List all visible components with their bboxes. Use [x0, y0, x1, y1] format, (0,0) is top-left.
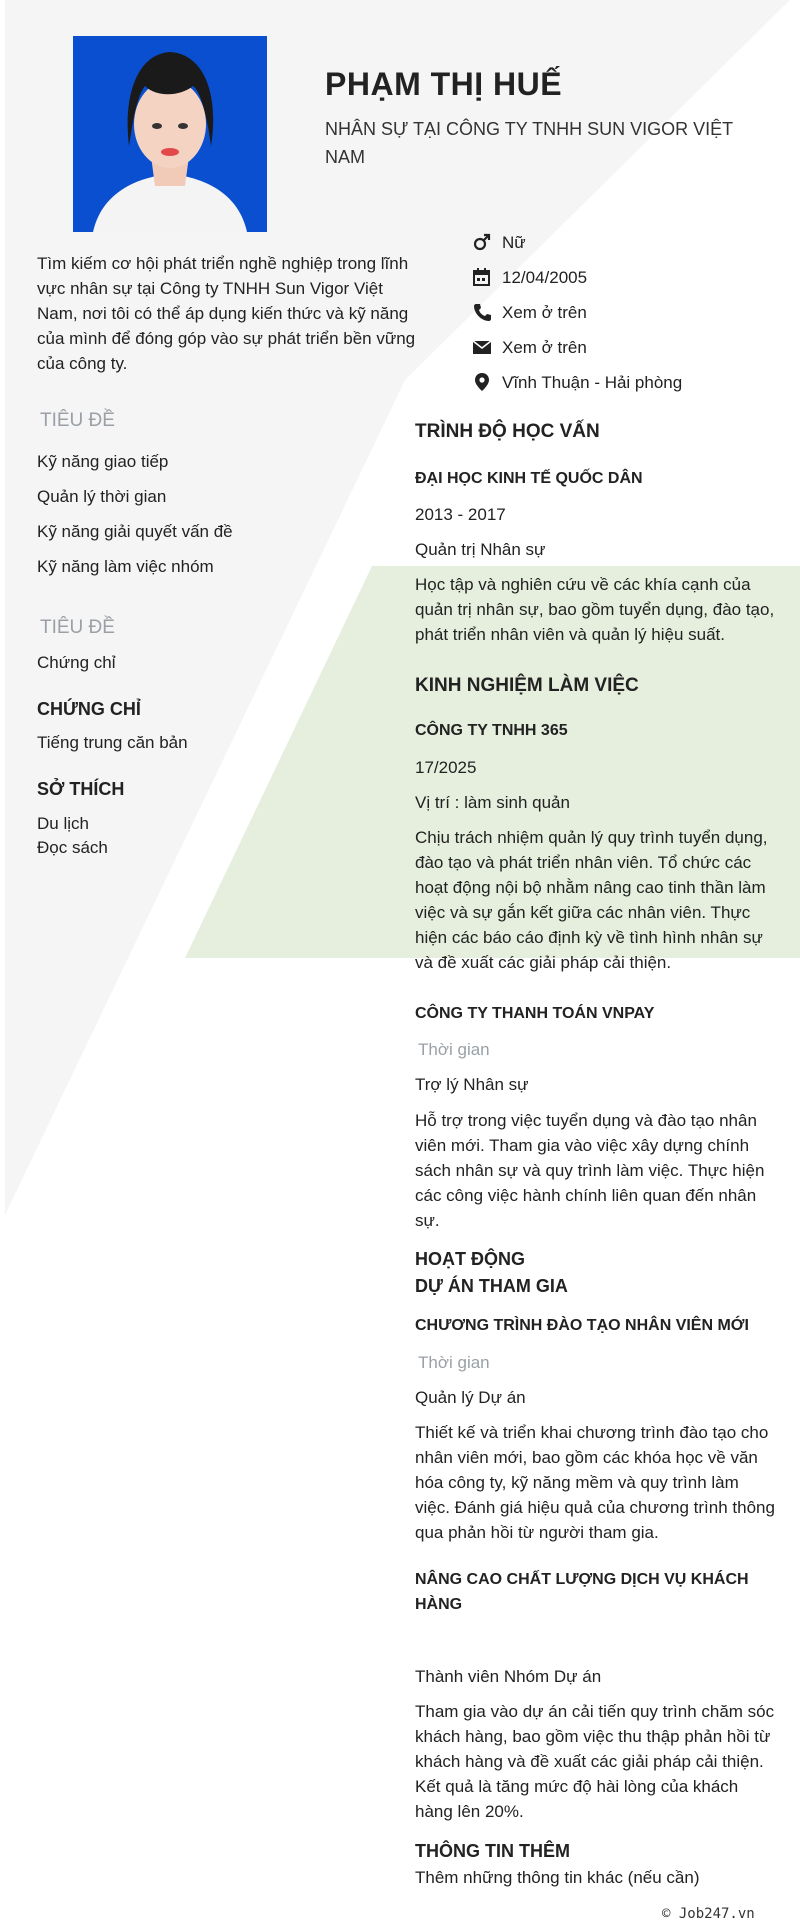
- contact-email: [472, 337, 772, 363]
- contact-birthday: [472, 267, 772, 293]
- project-period: Thời gian: [418, 1353, 490, 1372]
- job-description: Hỗ trợ trong việc tuyển dụng và đào tạo nhân viên mới. Tham gia vào việc xây dựng chính sách nhân sự và quy trình làm việc. Thực hiện các công việc hành chính liên quan đến nhân sự.: [415, 1111, 765, 1230]
- project-name: NÂNG CAO CHẤT LƯỢNG DỊCH VỤ KHÁCH HÀNG: [415, 1571, 749, 1613]
- project-name: CHƯƠNG TRÌNH ĐÀO TẠO NHÂN VIÊN MỚI: [415, 1317, 749, 1334]
- footer-credit: © Job247.vn: [662, 1906, 755, 1922]
- candidate-role: NHÂN SỰ TẠI CÔNG TY TNHH SUN VIGOR VIỆT NAM: [325, 119, 733, 167]
- job-position: Trợ lý Nhân sự: [415, 1075, 529, 1094]
- skill-item: Kỹ năng làm việc nhóm: [37, 557, 214, 576]
- calendar-icon: [472, 267, 492, 287]
- experience-title: KINH NGHIỆM LÀM VIỆC: [415, 675, 639, 696]
- contact-address: [472, 372, 772, 398]
- project-description: Tham gia vào dự án cải tiến quy trình chăm sóc khách hàng, bao gồm việc thu thập phản hồi từ khách hàng và đề xuất các giải pháp cải thiện. Kết quả là tăng mức độ hài lòng của khách hàng lên 20%.: [415, 1702, 775, 1821]
- profile-photo: [73, 36, 267, 232]
- contact-phone: [472, 302, 772, 328]
- gender-icon: [472, 232, 492, 252]
- contact-gender: [472, 232, 772, 258]
- job-company: CÔNG TY THANH TOÁN VNPAY: [415, 1005, 655, 1022]
- avatar-portrait: [73, 36, 267, 232]
- skill-item: Quản lý thời gian: [37, 487, 167, 506]
- job-period: 17/2025: [415, 758, 477, 777]
- education-school: ĐẠI HỌC KINH TẾ QUỐC DÂN: [415, 470, 643, 487]
- phone-icon: [472, 302, 492, 322]
- candidate-name: PHẠM THỊ HUẾ: [325, 66, 563, 102]
- certificate-item: Tiếng trung căn bản: [37, 733, 188, 752]
- gender-text: Nữ: [502, 233, 526, 252]
- certificates-title: CHỨNG CHỈ: [37, 699, 141, 719]
- additional-title: THÔNG TIN THÊM: [415, 1841, 570, 1861]
- phone-text: Xem ở trên: [502, 303, 587, 322]
- award-item: Chứng chỉ: [37, 653, 116, 672]
- projects-subtitle: DỰ ÁN THAM GIA: [415, 1276, 568, 1296]
- education-title: TRÌNH ĐỘ HỌC VẤN: [415, 421, 600, 442]
- job-description: Chịu trách nhiệm quản lý quy trình tuyển dụng, đào tạo và phát triển nhân viên. Tổ chức các hoạt động nội bộ nhằm nâng cao tinh thần làm việc và sự gắn kết giữa các nhân viên. Thực hiện các báo cáo định kỳ về tình hình nhân sự và đề xuất các giải pháp cải thiện.: [415, 828, 768, 972]
- job-company: CÔNG TY TNHH 365: [415, 722, 568, 739]
- email-text: Xem ở trên: [502, 338, 587, 357]
- education-description: Học tập và nghiên cứu về các khía cạnh của quản trị nhân sự, bao gồm tuyển dụng, đào tạo, phát triển nhân viên và quản lý hiệu suất.: [415, 575, 775, 644]
- education-period: 2013 - 2017: [415, 505, 506, 524]
- address-text: Vĩnh Thuận - Hải phòng: [502, 373, 683, 392]
- hobby-item: Đọc sách: [37, 838, 108, 857]
- skill-item: Kỹ năng giải quyết vấn đề: [37, 522, 233, 541]
- location-pin-icon: [472, 372, 492, 392]
- mail-icon: [472, 337, 492, 357]
- project-role: Thành viên Nhóm Dự án: [415, 1667, 602, 1686]
- skills-heading: TIÊU ĐỀ: [40, 410, 115, 431]
- skill-item: Kỹ năng giao tiếp: [37, 452, 169, 471]
- education-major: Quản trị Nhân sự: [415, 540, 546, 559]
- project-description: Thiết kế và triển khai chương trình đào tạo cho nhân viên mới, bao gồm các khóa học về văn hóa công ty, kỹ năng mềm và quy trình làm việc. Đánh giá hiệu quả của chương trình thông qua phản hồi từ người tham gia.: [415, 1423, 775, 1542]
- awards-heading: TIÊU ĐỀ: [40, 617, 115, 638]
- career-objective: Tìm kiếm cơ hội phát triển nghề nghiệp trong lĩnh vực nhân sự tại Công ty TNHH Sun Vigor Việt Nam, nơi tôi có thể áp dụng kiến thức và kỹ năng của mình để đóng góp vào sự phát triển bền vững của công ty.: [37, 254, 416, 373]
- project-role: Quản lý Dự án: [415, 1388, 526, 1407]
- job-period: Thời gian: [418, 1040, 490, 1059]
- job-position: Vị trí : làm sinh quản: [415, 793, 570, 812]
- hobby-item: Du lịch: [37, 814, 89, 833]
- birthday-text: 12/04/2005: [502, 268, 588, 287]
- activities-title: HOẠT ĐỘNG: [415, 1249, 525, 1269]
- additional-text: Thêm những thông tin khác (nếu cần): [415, 1868, 700, 1887]
- hobbies-title: SỞ THÍCH: [37, 779, 125, 799]
